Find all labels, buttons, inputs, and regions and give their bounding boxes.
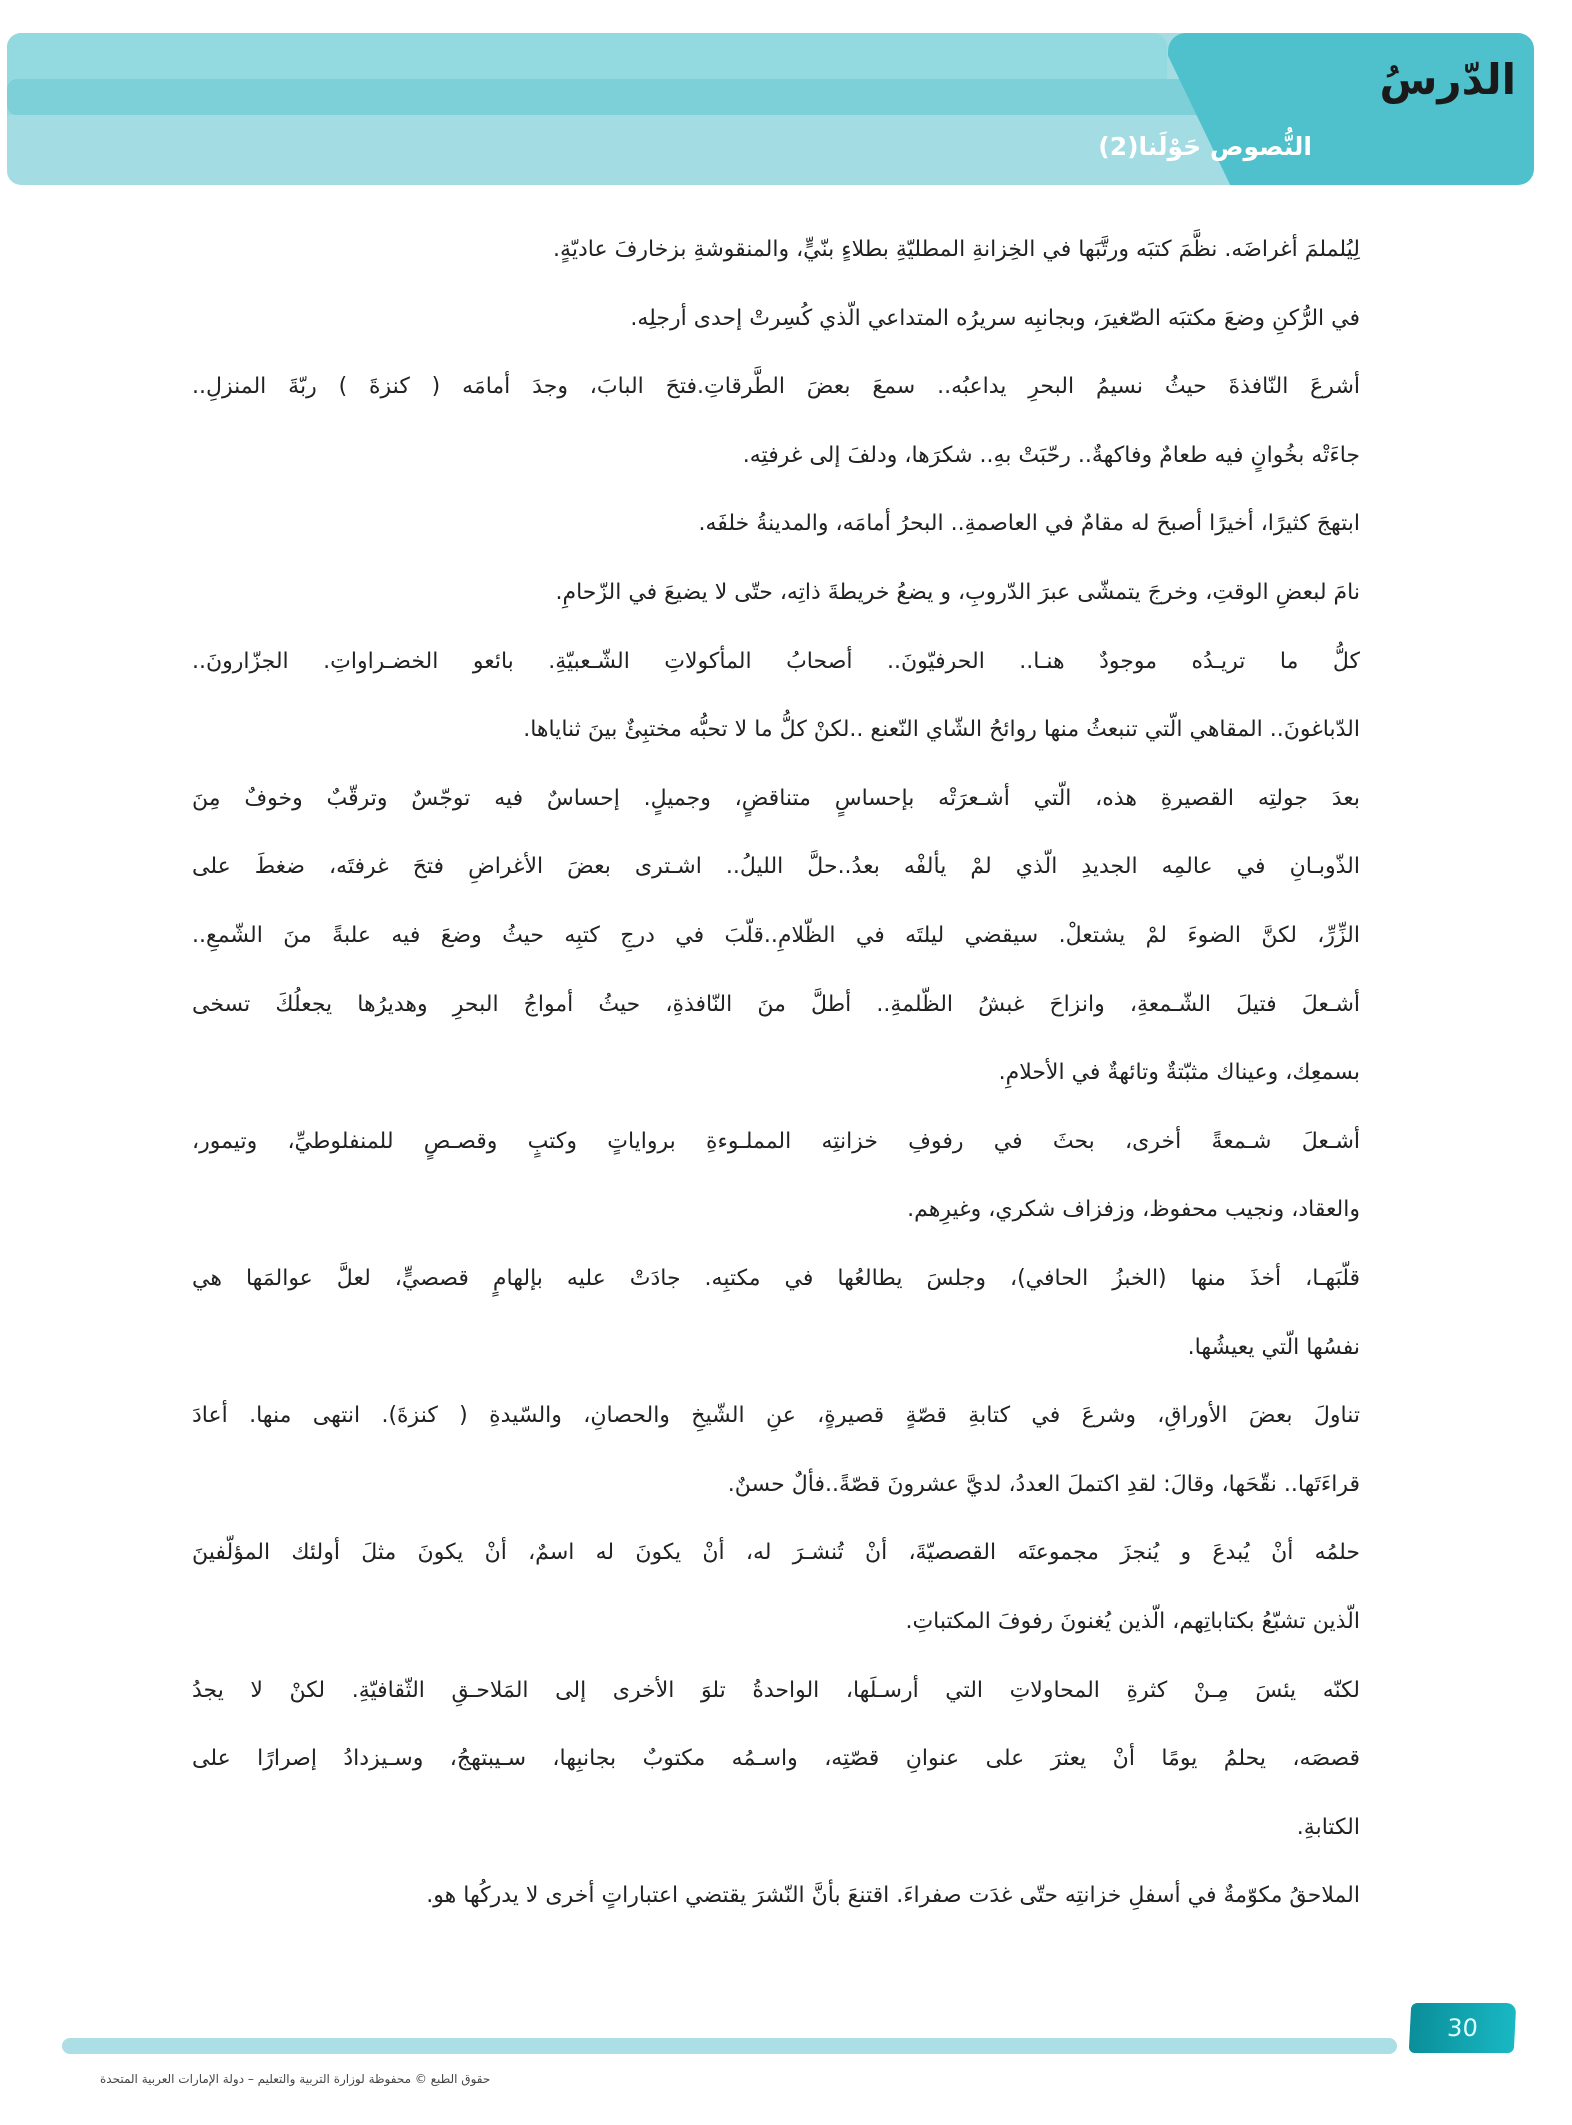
text-line: الّذين تشبّعُ بكتاباتِهم، الّذين يُغنونَ رفوفَ المكتباتِ. (905, 1609, 1360, 1634)
text-line: قراءَتَها.. نقّحَها، وقالَ: لقدِ اكتملَ العددُ، لديَّ عشرونَ قصّةً..فألٌ حسنٌ. (727, 1471, 1360, 1497)
text-line: في الرُّكنِ وضعَ مكتبَه الصّغيرَ، وبجانبِه سريرُه المتداعي الّذي كُسِرتْ إحدى أرجلِه. (630, 305, 1360, 331)
text-line: كلُّ ما تريـدُه موجودٌ هنـا.. الحرفيّونَ.. أصحابُ المأكولاتِ الشّـعبيّةِ. بائعو الخضـراواتِ. الجزّارونَ.. (192, 648, 1360, 674)
text-line: ابتهجَ كثيرًا، أخيرًا أصبحَ له مقامٌ في العاصمةِ.. البحرُ أمامَه، والمدينةُ خلفَه. (698, 511, 1360, 537)
copyright-notice: حقوق الطبع © محفوظة لوزارة التربية والتعليم – دولة الإمارات العربية المتحدة (100, 2072, 491, 2086)
text-line: والعقاد، ونجيب محفوظ، وزفزاف شكري، وغيرِهم. (907, 1197, 1360, 1223)
text-line: الملاحقُ مكوّمةٌ في أسفلِ خزانتِه حتّى غدَت صفراءَ. اقتنعَ بأنَّ النّشرَ يقتضي اعتباراتٍ أخرى لا يدركُها هو. (426, 1883, 1360, 1909)
lesson-subtitle: النُّصوص حَوْلَنا(2) (1098, 132, 1312, 161)
text-line: لِيُلملمَ أغراضَه. نظَّمَ كتبَه ورتَّبَها في الخِزانةِ المطليّةِ بطلاءٍ بنّيٍّ، والمنقوشةِ بزخارفَ عاديّةٍ. (553, 237, 1360, 262)
text-line: جاءَتْه بخُوانٍ فيه طعامٌ وفاكهةٌ.. رحّبَتْ بهِ.. شكرَها، ودلفَ إلى غرفتِه. (742, 442, 1360, 468)
text-line: نفسُها الّتي يعيشُها. (1187, 1334, 1360, 1360)
text-line: أشـعلَ شـمعةً أخرى، بحثَ في رفوفِ خزانتِه المملـوءةِ برواياتٍ وكتبٍ وقصـصٍ للمنفلوطيِّ، وتيمور، (192, 1128, 1360, 1154)
text-line: نامَ لبعضِ الوقتِ، وخرجَ يتمشّى عبرَ الدّروبِ، و يضعُ خريطةَ ذاتِه، حتّى لا يضيعَ في الزّحامِ. (555, 580, 1360, 605)
lesson-title: الدّرسُ (1379, 55, 1516, 104)
text-line: لكنّه يئسَ مِـنْ كثرةِ المحاولاتِ التي أرسـلَها، الواحدةُ تلوَ الأخرى إلى المَلاحـقِ الثّقافيّةِ. لكنْ لا يجدُ (192, 1677, 1360, 1703)
text-line: الكتابةِ. (1296, 1814, 1360, 1840)
text-line: أشرعَ النّافذةَ حيثُ نسيمُ البحرِ يداعبُه.. سمعَ بعضَ الطَّرقاتِ.فتحَ البابَ، وجدَ أمامَه ( كنزةَ ) ربّةَ المنزلِ.. (192, 374, 1360, 400)
text-line: تناولَ بعضَ الأوراقِ، وشرعَ في كتابةِ قصّةٍ قصيرةٍ، عنِ الشّيخِ والحصانِ، والسّيدةِ ( كنزةَ). انتهى منها. أعادَ (192, 1403, 1360, 1429)
text-line: الدّباغونَ.. المقاهي الّتي تنبعثُ منها روائحُ الشّاي النّعنع ..لكنْ كلُّ ما لا تحبُّه مختبِئٌ بينَ ثناياها. (523, 717, 1360, 743)
text-line: الذّوبـانِ في عالمِه الجديدِ الّذي لمْ يألفْه بعدُ..حلَّ الليلُ.. اشـترى بعضَ الأغراضِ فتحَ غرفتَه، ضغطَ على (192, 854, 1360, 880)
text-line: قصصَه، يحلمُ يومًا أنْ يعثرَ على عنوانِ قصّتِه، واسـمُه مكتوبٌ بجانبِها، سـيبتهجُ، وسـيزدادُ إصرارًا على (192, 1746, 1360, 1772)
text-line: الزِّرِّ، لكنَّ الضوءَ لمْ يشتعلْ. سيقضي ليلتَه في الظّلامِ..قلّبَ في درجِ كتبِه حيثُ وضعَ فيه علبةً منَ الشّمعِ.. (192, 923, 1360, 948)
text-line: أشـعلَ فتيلَ الشّـمعةِ، وانزاحَ غبشُ الظّلمةِ.. أطلَّ منَ النّافذةِ، حيثُ أمواجُ البحرِ وهديرُها يجعلُكَ تسخى (192, 991, 1360, 1017)
text-line: قلّبَهـا، أخذَ منها (الخبزُ الحافي)، وجلسَ يطالعُها في مكتبِه. جادَتْ عليه بإلهامٍ قصصيٍّ، لعلَّ عوالمَها هي (192, 1266, 1360, 1291)
text-line: حلمُه أنْ يُبدعَ و يُنجزَ مجموعتَه القصصيّةَ، أنْ تُنشـرَ له، أنْ يكونَ له اسمٌ، أنْ يكونَ مثلَ أولئك المؤلّفينَ (192, 1540, 1360, 1566)
page-number: 30 (1409, 2003, 1517, 2053)
footer-bar (62, 2038, 1397, 2054)
text-line: بسمعِك، وعيناك مثبّتةٌ وتائهةٌ في الأحلامِ. (998, 1060, 1360, 1086)
text-line: بعدَ جولتِه القصيرةِ هذه، الّتي أشـعرَتْه بإحساسٍ متناقضٍ، وجميلٍ. إحساسٌ فيه توجّسٌ وترقّبٌ وخوفٌ مِنَ (192, 785, 1360, 811)
